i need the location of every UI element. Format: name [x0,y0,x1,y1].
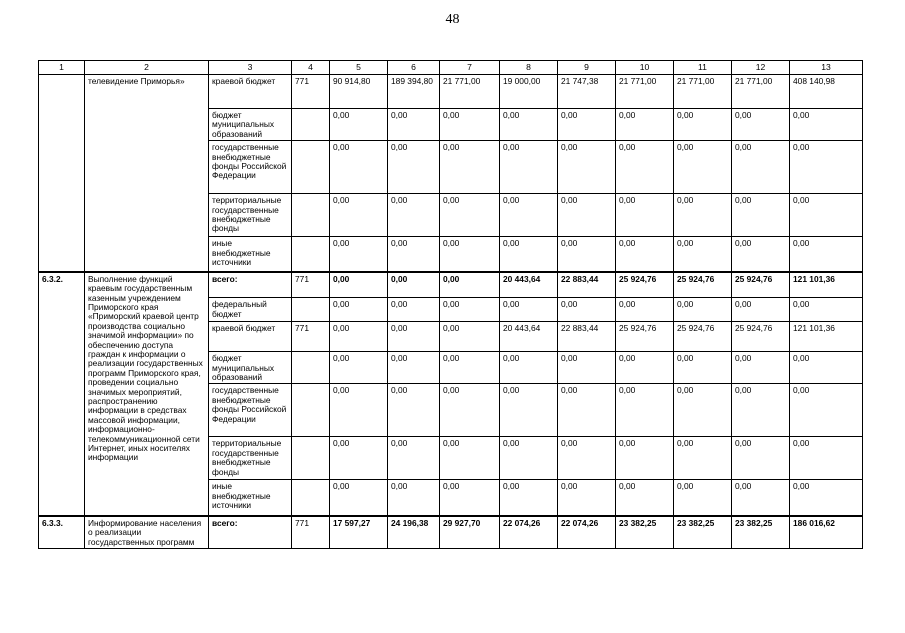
year-value: 0,00 [388,272,440,298]
funding-source: всего: [209,516,292,549]
funding-source: федеральный бюджет [209,298,292,322]
funding-source: государственные внебюджетные фонды Российской Федерации [209,384,292,437]
year-value: 0,00 [732,384,790,437]
year-value: 0,00 [616,194,674,237]
grbs-code: 771 [292,516,330,549]
year-value: 0,00 [558,384,616,437]
year-value: 0,00 [616,437,674,480]
year-value: 0,00 [674,480,732,516]
total-value: 0,00 [790,237,863,272]
column-header-8: 8 [500,61,558,75]
year-value: 0,00 [674,352,732,384]
funding-source: бюджет муниципальных образований [209,109,292,141]
grbs-code: 771 [292,322,330,352]
year-value: 0,00 [330,352,388,384]
funding-source: бюджет муниципальных образований [209,352,292,384]
year-value: 0,00 [440,272,500,298]
year-value: 25 924,76 [616,322,674,352]
year-value: 0,00 [330,437,388,480]
grbs-code [292,352,330,384]
year-value: 0,00 [674,109,732,141]
row-number [39,75,85,272]
year-value: 0,00 [674,298,732,322]
year-value: 0,00 [388,480,440,516]
year-value: 0,00 [500,298,558,322]
event-name: Выполнение функций краевым государственным казенным учреждением Приморского края «Приморский краевой центр производства социально значимой информации» по обеспечению доступа граждан к информации о реализации государственных программ Приморского края, проведении социально значимых мероприятий, распространению информации в средствах массовой информации, информационно-телекоммуникационной сети Интернет, иных носителях информации [85,272,209,516]
year-value: 0,00 [388,237,440,272]
year-value: 21 771,00 [440,75,500,109]
column-header-9: 9 [558,61,616,75]
total-value: 0,00 [790,109,863,141]
year-value: 0,00 [388,322,440,352]
year-value: 17 597,27 [330,516,388,549]
year-value: 22 074,26 [500,516,558,549]
year-value: 0,00 [558,194,616,237]
year-value: 23 382,25 [732,516,790,549]
column-header-5: 5 [330,61,388,75]
year-value: 0,00 [388,352,440,384]
year-value: 0,00 [330,384,388,437]
funding-source: краевой бюджет [209,322,292,352]
year-value: 0,00 [616,352,674,384]
year-value: 0,00 [330,272,388,298]
grbs-code [292,237,330,272]
year-value: 0,00 [674,437,732,480]
year-value: 0,00 [558,109,616,141]
year-value: 0,00 [558,480,616,516]
year-value: 0,00 [440,141,500,194]
year-value: 29 927,70 [440,516,500,549]
year-value: 0,00 [732,352,790,384]
year-value: 0,00 [500,141,558,194]
year-value: 0,00 [616,480,674,516]
year-value: 0,00 [330,298,388,322]
total-value: 0,00 [790,298,863,322]
year-value: 0,00 [440,109,500,141]
year-value: 0,00 [500,384,558,437]
year-value: 0,00 [674,237,732,272]
year-value: 0,00 [388,109,440,141]
year-value: 0,00 [330,141,388,194]
year-value: 21 771,00 [674,75,732,109]
column-header-7: 7 [440,61,500,75]
total-value: 0,00 [790,437,863,480]
year-value: 0,00 [674,384,732,437]
year-value: 19 000,00 [500,75,558,109]
year-value: 0,00 [440,194,500,237]
year-value: 20 443,64 [500,272,558,298]
year-value: 0,00 [440,437,500,480]
column-header-3: 3 [209,61,292,75]
table-row [39,516,863,549]
year-value: 0,00 [732,237,790,272]
year-value: 0,00 [500,480,558,516]
year-value: 0,00 [388,194,440,237]
year-value: 22 883,44 [558,272,616,298]
column-header-13: 13 [790,61,863,75]
event-name: Информирование населения о реализации государственных программ [85,516,209,549]
year-value: 0,00 [732,141,790,194]
year-value: 0,00 [732,480,790,516]
total-value: 0,00 [790,352,863,384]
grbs-code [292,480,330,516]
year-value: 0,00 [440,352,500,384]
year-value: 0,00 [732,194,790,237]
page-number: 48 [445,12,460,27]
total-value: 408 140,98 [790,75,863,109]
year-value: 0,00 [330,322,388,352]
year-value: 25 924,76 [732,322,790,352]
year-value: 0,00 [440,384,500,437]
funding-source: краевой бюджет [209,75,292,109]
year-value: 0,00 [330,109,388,141]
total-value: 0,00 [790,480,863,516]
year-value: 0,00 [500,194,558,237]
year-value: 23 382,25 [616,516,674,549]
funding-source: иные внебюджетные источники [209,237,292,272]
year-value: 0,00 [674,194,732,237]
year-value: 0,00 [500,237,558,272]
funding-source: государственные внебюджетные фонды Российской Федерации [209,141,292,194]
column-header-12: 12 [732,61,790,75]
year-value: 0,00 [732,437,790,480]
column-header-10: 10 [616,61,674,75]
column-header-1: 1 [39,61,85,75]
year-value: 0,00 [388,384,440,437]
year-value: 0,00 [558,352,616,384]
funding-source: иные внебюджетные источники [209,480,292,516]
funding-source: всего: [209,272,292,298]
year-value: 0,00 [616,109,674,141]
year-value: 0,00 [616,384,674,437]
funding-source: территориальные государственные внебюджетные фонды [209,437,292,480]
year-value: 0,00 [500,352,558,384]
grbs-code [292,194,330,237]
year-value: 21 771,00 [616,75,674,109]
year-value: 0,00 [500,109,558,141]
table-row [39,272,863,298]
year-value: 0,00 [330,194,388,237]
year-value: 0,00 [616,298,674,322]
year-value: 0,00 [440,480,500,516]
year-value: 0,00 [558,437,616,480]
year-value: 0,00 [440,298,500,322]
table-row [39,75,863,109]
year-value: 25 924,76 [732,272,790,298]
year-value: 25 924,76 [616,272,674,298]
year-value: 24 196,38 [388,516,440,549]
table-body [39,61,863,549]
year-value: 23 382,25 [674,516,732,549]
year-value: 0,00 [616,141,674,194]
total-value: 0,00 [790,141,863,194]
total-value: 186 016,62 [790,516,863,549]
grbs-code: 771 [292,272,330,298]
column-header-11: 11 [674,61,732,75]
year-value: 0,00 [330,480,388,516]
year-value: 90 914,80 [330,75,388,109]
funding-source: территориальные государственные внебюджетные фонды [209,194,292,237]
total-value: 0,00 [790,194,863,237]
year-value: 0,00 [388,141,440,194]
year-value: 0,00 [558,141,616,194]
column-header-4: 4 [292,61,330,75]
year-value: 189 394,80 [388,75,440,109]
year-value: 0,00 [440,237,500,272]
event-name: телевидение Приморья» [85,75,209,272]
grbs-code: 771 [292,75,330,109]
row-number: 6.3.2. [39,272,85,516]
year-value: 0,00 [388,437,440,480]
total-value: 121 101,36 [790,322,863,352]
year-value: 0,00 [440,322,500,352]
year-value: 25 924,76 [674,272,732,298]
grbs-code [292,437,330,480]
year-value: 0,00 [330,237,388,272]
year-value: 22 883,44 [558,322,616,352]
year-value: 0,00 [388,298,440,322]
year-value: 21 771,00 [732,75,790,109]
grbs-code [292,109,330,141]
year-value: 0,00 [558,237,616,272]
year-value: 0,00 [674,141,732,194]
year-value: 0,00 [616,237,674,272]
grbs-code [292,298,330,322]
year-value: 22 074,26 [558,516,616,549]
header-row [39,61,863,75]
column-header-2: 2 [85,61,209,75]
year-value: 0,00 [558,298,616,322]
grbs-code [292,141,330,194]
total-value: 121 101,36 [790,272,863,298]
grbs-code [292,384,330,437]
budget-table [38,60,863,549]
total-value: 0,00 [790,384,863,437]
year-value: 21 747,38 [558,75,616,109]
year-value: 0,00 [500,437,558,480]
year-value: 0,00 [732,298,790,322]
row-number: 6.3.3. [39,516,85,549]
column-header-6: 6 [388,61,440,75]
year-value: 20 443,64 [500,322,558,352]
year-value: 25 924,76 [674,322,732,352]
year-value: 0,00 [732,109,790,141]
